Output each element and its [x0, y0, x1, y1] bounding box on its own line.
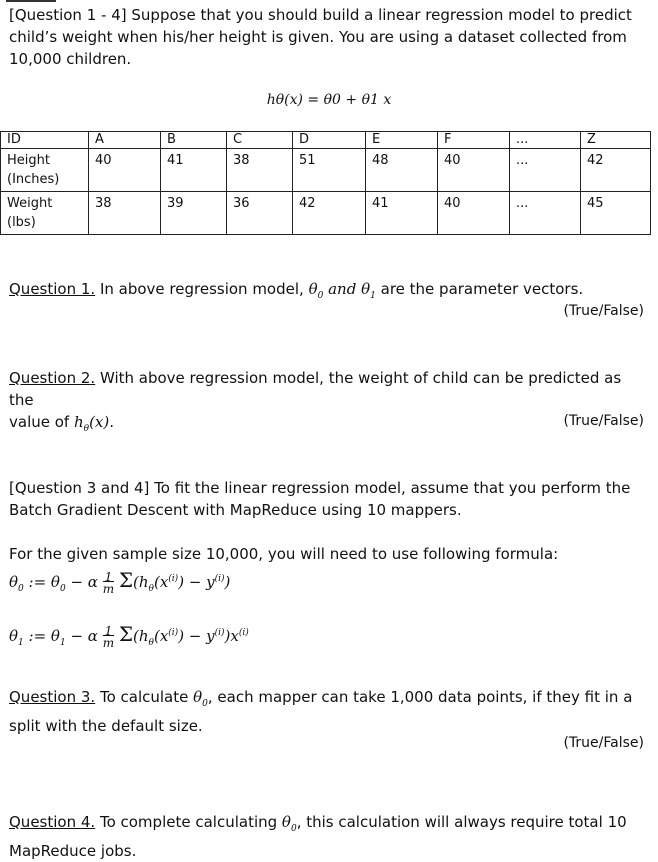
question-3: Question 3. To calculate $\theta_0$, each mapper can take 1,000 data points, if they fit in a split with the default size.: [9, 688, 633, 735]
table-row-height: [1, 149, 651, 192]
cell: 42: [293, 192, 366, 235]
cell: 41: [366, 192, 438, 235]
cell: 38: [89, 192, 161, 235]
cell: 38: [227, 149, 293, 192]
cell: 40: [438, 149, 510, 192]
top-rule: [6, 0, 56, 2]
cell: 39: [161, 192, 227, 235]
table-row-weight: [1, 192, 651, 235]
cell: 45: [581, 192, 651, 235]
formula-intro: For the given sample size 10,000, you will need to use following formula:: [9, 545, 559, 563]
q2-answer: (True/False): [563, 413, 644, 429]
question-1: Question 1. In above regression model, $\theta_0$ and $\theta_1$ are the parameter vectors.: [9, 280, 584, 301]
cell: ...: [510, 149, 581, 192]
header-cell: D: [293, 132, 366, 149]
question-2: Question 2. With above regression model, the weight of child can be predicted as the value of $h_\theta(x)$.: [9, 369, 622, 434]
header-cell: B: [161, 132, 227, 149]
q1-answer: (True/False): [563, 303, 644, 319]
header-cell: F: [438, 132, 510, 149]
header-cell: C: [227, 132, 293, 149]
table-header-row: [1, 132, 651, 149]
hypothesis-equation: hθ(x) = θ0 + θ1 x: [266, 92, 392, 108]
cell: 51: [293, 149, 366, 192]
cell: 48: [366, 149, 438, 192]
data-table: [0, 131, 651, 235]
cell: 41: [161, 149, 227, 192]
cell: 36: [227, 192, 293, 235]
header-cell: A: [89, 132, 161, 149]
cell: 40: [438, 192, 510, 235]
row-label: Weight (lbs): [1, 192, 89, 235]
cell: ...: [510, 192, 581, 235]
q3-answer: (True/False): [563, 735, 644, 751]
formula-theta0: $\theta_0$ := $\theta_0 - \alpha \frac{1}{m} \Sigma(h_\theta(x^{(i)}) - y^{(i)})$: [9, 568, 231, 596]
header-cell: ...: [510, 132, 581, 149]
intro-paragraph: [Question 1 - 4] Suppose that you should build a linear regression model to predict child’s weight when his/her height is given. You are using a dataset collected from 10,000 children.: [9, 6, 632, 68]
cell: 40: [89, 149, 161, 192]
header-cell: E: [366, 132, 438, 149]
question-3-4-intro: [Question 3 and 4] To fit the linear regression model, assume that you perform the Batch Gradient Descent with MapReduce using 10 mappers.: [9, 479, 631, 519]
header-cell: ID: [1, 132, 89, 149]
formula-theta1: $\theta_1$ := $\theta_1 - \alpha \frac{1}{m} \Sigma(h_\theta(x^{(i)}) - y^{(i)})x^{(i)}$: [9, 622, 249, 650]
header-cell: Z: [581, 132, 651, 149]
question-4: Question 4. To complete calculating $\theta_0$, this calculation will always require total 10 MapReduce jobs.: [9, 813, 627, 860]
row-label: Height (Inches): [1, 149, 89, 192]
cell: 42: [581, 149, 651, 192]
